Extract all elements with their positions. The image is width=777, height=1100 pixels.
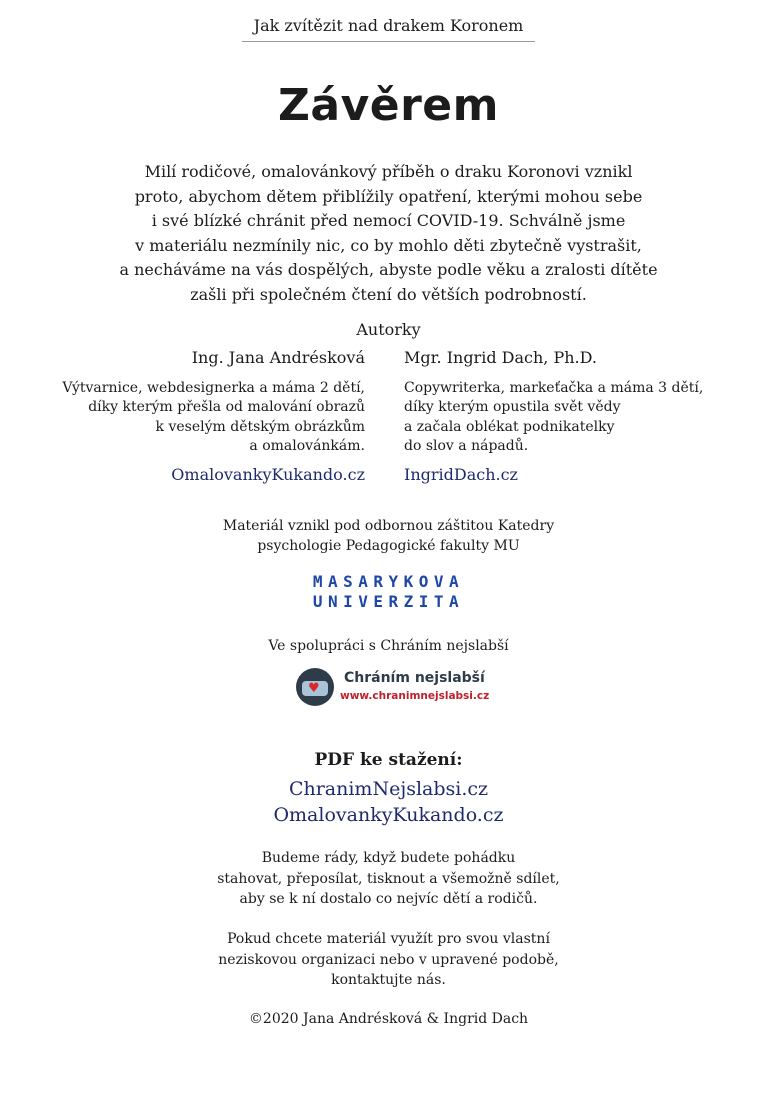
mu-logo-line: UNIVERZITA — [312, 592, 465, 611]
intro-line: v materiálu nezmínily nic, co by mohlo děti zbytečně vystrašit, — [135, 235, 642, 255]
author-website-link[interactable]: IngridDach.cz — [404, 464, 518, 484]
material-line: Materiál vznikl pod odbornou záštitou Katedry — [222, 518, 555, 534]
logo-url: www.chranimnejslabsi.cz — [340, 690, 490, 702]
download-link[interactable]: ChranimNejslabsi.cz — [288, 778, 489, 800]
mask-icon — [296, 668, 334, 706]
bio-line: Copywriterka, markeťačka a máma 3 dětí, — [404, 379, 704, 396]
bio-line: a začala oblékat podnikatelky — [404, 418, 615, 435]
bio-line: Výtvarnice, webdesignerka a máma 2 dětí, — [62, 379, 365, 396]
contact-line: Pokud chcete materiál využít pro svou vlastní — [227, 931, 550, 947]
intro-paragraph — [100, 160, 677, 307]
copyright-notice: ©2020 Jana Andrésková & Ingrid Dach — [248, 1011, 529, 1027]
mu-logo-line: MASARYKOVA — [312, 572, 465, 591]
masaryk-university-logo — [0, 572, 777, 612]
intro-line: Milí rodičové, omalovánkový příběh o draku Koronovi vznikl — [144, 162, 633, 181]
author-website-link[interactable]: OmalovankyKukando.cz — [171, 464, 365, 484]
share-line: Budeme rády, když budete pohádku — [261, 850, 516, 866]
author-name: Ing. Jana Andrésková — [191, 348, 365, 367]
header-title: Jak zvítězit nad drakem Koronem — [242, 16, 536, 42]
share-line: stahovat, přeposílat, tisknout a všemožně sdílet, — [217, 870, 560, 887]
contact-line: kontaktujte nás. — [331, 972, 446, 988]
pdf-download-heading: PDF ke stažení: — [314, 750, 463, 770]
chranim-nejslabsi-logo — [296, 668, 496, 708]
download-link[interactable]: OmalovankyKukando.cz — [273, 804, 504, 826]
contact-line: neziskovou organizaci nebo v upravené podobě, — [218, 951, 559, 968]
intro-line: proto, abychom dětem přiblížily opatření, kterými mohou sebe — [134, 186, 643, 206]
material-note — [0, 516, 777, 556]
author-bio — [45, 379, 365, 457]
bio-line: díky kterým opustila svět vědy — [404, 399, 621, 415]
author-left — [45, 348, 365, 484]
bio-line: díky kterým přešla od malování obrazů — [88, 399, 365, 415]
intro-line: i své blízké chránit před nemocí COVID-19. Schválně jsme — [151, 211, 626, 230]
page-header — [0, 16, 777, 42]
authors-heading: Autorky — [356, 320, 421, 339]
share-paragraph — [0, 848, 777, 910]
intro-line: zašli při společném čtení do větších podrobností. — [190, 284, 587, 304]
intro-line: a necháváme na vás dospělých, abyste podle věku a zralosti dítěte — [119, 260, 658, 279]
author-right — [404, 348, 724, 484]
bio-line: k veselým dětským obrázkům — [155, 418, 365, 435]
cooperation-note: Ve spolupráci s Chráním nejslabší — [268, 638, 509, 654]
heart-icon: ♥ — [308, 681, 320, 696]
bio-line: a omalovánkám. — [249, 438, 365, 454]
logo-name: Chráním nejslabší — [344, 670, 485, 686]
bio-line: do slov a nápadů. — [404, 438, 529, 454]
author-name: Mgr. Ingrid Dach, Ph.D. — [404, 348, 597, 367]
pdf-download-links — [0, 776, 777, 828]
share-line: aby se k ní dostalo co nejvíc dětí a rodičů. — [239, 891, 538, 907]
material-line: psychologie Pedagogické fakulty MU — [257, 538, 520, 554]
section-title: Závěrem — [277, 80, 499, 131]
contact-paragraph — [0, 929, 777, 991]
author-bio — [404, 379, 724, 457]
